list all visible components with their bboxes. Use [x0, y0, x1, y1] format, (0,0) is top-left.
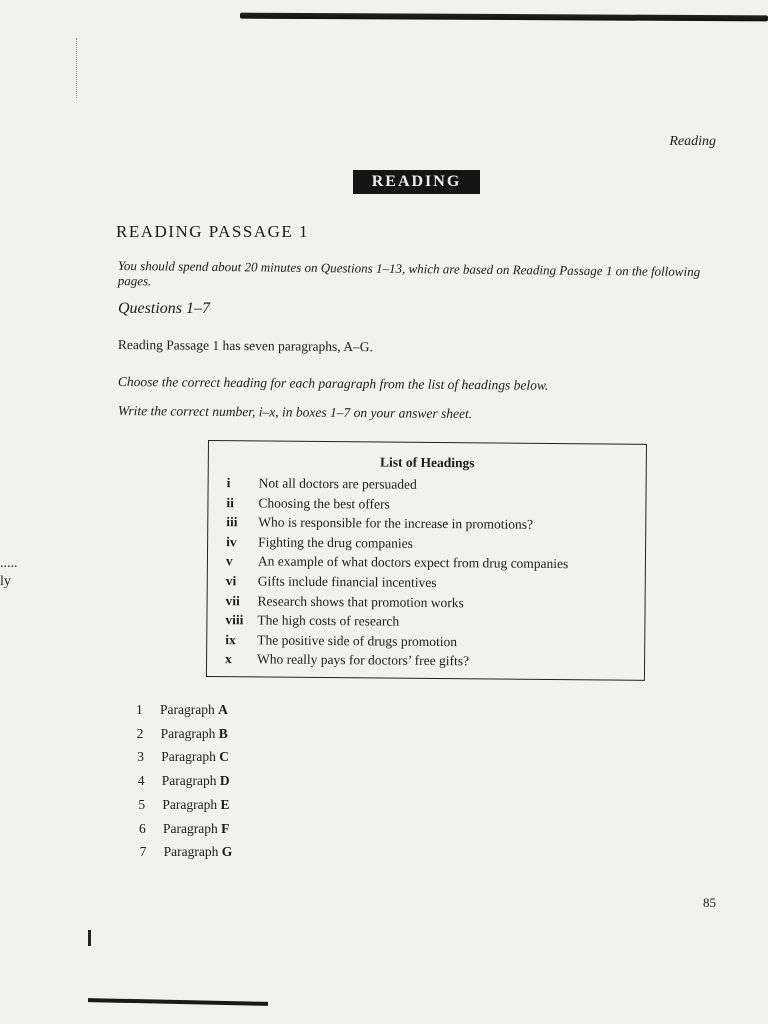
- reading-banner: READING: [353, 170, 480, 194]
- paragraph-letter: C: [219, 749, 230, 765]
- paragraph-label: Paragraph: [160, 702, 215, 717]
- top-rule: [240, 13, 768, 22]
- heading-row: [226, 514, 533, 533]
- paragraph-label: Paragraph: [161, 749, 216, 765]
- heading-number: i: [226, 475, 231, 491]
- paragraph-letter: A: [218, 702, 228, 717]
- question-number: 5: [138, 796, 146, 812]
- choose-heading-line: Choose the correct heading for each paragraph from the list of headings below.: [117, 374, 549, 393]
- heading-text: Who really pays for doctors’ free gifts?: [257, 651, 470, 669]
- answer-row: [138, 773, 230, 789]
- question-number: 3: [137, 749, 144, 765]
- corner-marks: [40, 38, 77, 98]
- heading-row: [225, 612, 399, 630]
- question-number: 6: [139, 820, 146, 836]
- heading-text: Gifts include financial incentives: [257, 573, 437, 590]
- margin-mark: [88, 930, 91, 946]
- heading-row: [225, 632, 457, 650]
- answer-row: [139, 821, 229, 837]
- paragraph-letter: E: [220, 796, 230, 812]
- edge-fragment: ly: [0, 574, 11, 589]
- edge-text: [0, 555, 18, 591]
- heading-number: iv: [226, 533, 237, 550]
- paragraph-label: Paragraph: [163, 820, 218, 836]
- heading-text: Fighting the drug companies: [258, 534, 414, 551]
- edge-dots: .....: [0, 556, 18, 571]
- answer-row: [140, 844, 233, 860]
- heading-text: Choosing the best offers: [258, 495, 390, 512]
- answer-row: [137, 726, 228, 742]
- heading-text: Research shows that promotion works: [257, 593, 464, 610]
- heading-number: x: [225, 651, 232, 667]
- paragraph-label: Paragraph: [160, 725, 216, 741]
- question-number: 4: [137, 773, 145, 789]
- paragraph-label: Paragraph: [162, 796, 218, 812]
- heading-row: [226, 534, 413, 552]
- headings-box: [206, 440, 647, 681]
- heading-text: Not all doctors are persuaded: [258, 475, 417, 492]
- heading-text: The high costs of research: [257, 612, 400, 629]
- heading-row: [225, 652, 469, 670]
- headings-title: List of Headings: [379, 454, 475, 471]
- heading-row: [227, 475, 417, 493]
- heading-number: ii: [226, 494, 235, 510]
- paragraph-count-line: Reading Passage 1 has seven paragraphs, A–G.: [117, 337, 373, 355]
- question-number: 1: [136, 702, 143, 717]
- questions-title: Questions 1–7: [118, 300, 210, 317]
- question-number: 2: [136, 725, 144, 741]
- heading-text: An example of what doctors expect from drug companies: [257, 553, 569, 572]
- bottom-rule: [88, 998, 268, 1006]
- page-number: 85: [703, 895, 716, 910]
- heading-number: vii: [225, 592, 240, 608]
- paragraph-letter: F: [221, 820, 230, 836]
- paragraph-letter: G: [221, 844, 233, 860]
- paragraph-label: Paragraph: [161, 773, 217, 789]
- heading-number: vi: [225, 573, 237, 589]
- heading-number: viii: [225, 612, 244, 628]
- section-label: Reading: [669, 134, 716, 149]
- passage-title: READING PASSAGE 1: [116, 222, 310, 241]
- heading-row: [226, 495, 390, 512]
- paragraph-letter: D: [219, 773, 230, 789]
- answer-row: [137, 749, 229, 765]
- paragraph-letter: B: [218, 725, 228, 741]
- answer-row: [138, 797, 229, 813]
- heading-row: [226, 593, 464, 611]
- heading-number: iii: [226, 514, 238, 530]
- heading-text: Who is responsible for the increase in promotions?: [258, 514, 534, 533]
- question-number: 7: [139, 844, 147, 860]
- heading-number: ix: [225, 631, 236, 648]
- heading-number: v: [225, 553, 233, 569]
- write-number-line: Write the correct number, i–x, in boxes 1–7 on your answer sheet.: [117, 403, 473, 422]
- heading-row: [226, 573, 437, 591]
- answer-row: [136, 702, 228, 718]
- time-instruction: You should spend about 20 minutes on Questions 1–13, which are based on Reading Passage 1 on the following pages.: [117, 258, 701, 289]
- heading-row: [226, 554, 569, 573]
- heading-text: The positive side of drugs promotion: [257, 632, 458, 649]
- paragraph-label: Paragraph: [163, 844, 219, 860]
